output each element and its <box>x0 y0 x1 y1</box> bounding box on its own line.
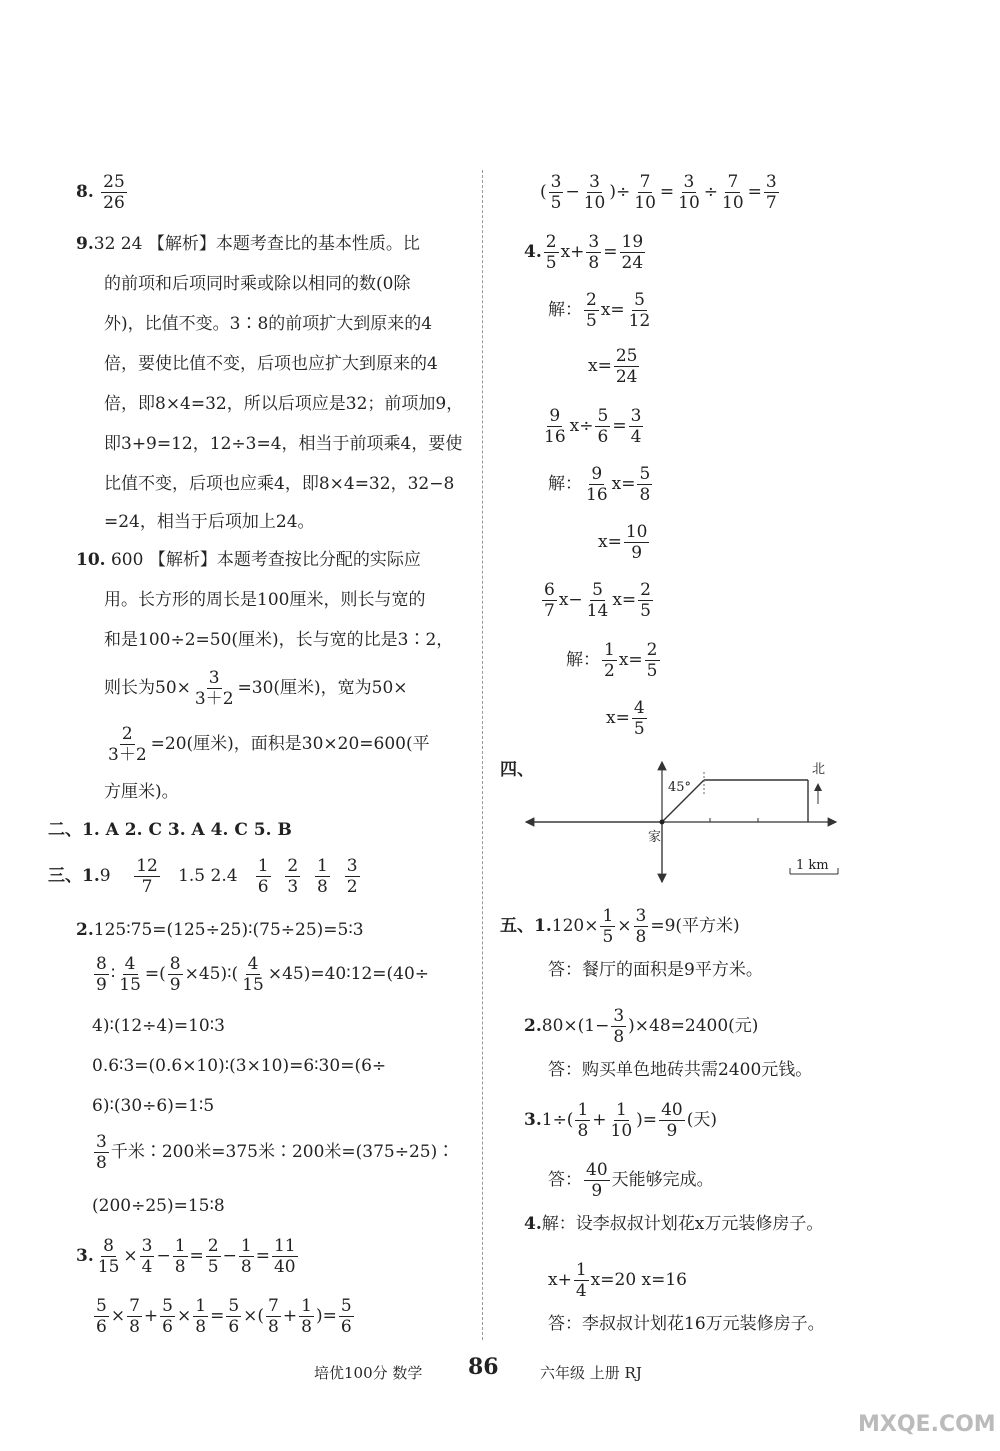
eq2: $\frac{9}{16}$ x÷ $\frac{5}{6}$ = $\frac{3}{4}$ <box>544 406 642 447</box>
eq1: 4. $\frac{2}{5}$ x+ $\frac{3}{8}$ = $\frac{19}{24}$ <box>524 232 644 273</box>
s2-line-6: $\frac{3}{8}$ 千米∶200米=375米∶200米=(375÷25)∶ <box>96 1132 455 1173</box>
fraction: $\frac{7}{10}$ <box>634 172 656 213</box>
s3-expression-1: $\frac{8}{15}$ × $\frac{3}{4}$ − $\frac{1}{8}$ = $\frac{2}{5}$ − $\frac{1}{8}$ = $\frac{11}{40}$ <box>97 1236 296 1277</box>
eq3-step2: x= $\frac{4}{5}$ <box>606 698 645 739</box>
q8-label: 8. <box>76 182 94 202</box>
q10-line-6: 方厘米)。 <box>104 782 179 802</box>
q9-line-2: 的前项和后项同时乘或除以相同的数(0除 <box>104 274 411 294</box>
home-point <box>660 820 665 825</box>
fraction: $\frac{5}{6}$ <box>228 1296 240 1337</box>
q9-line-4: 倍，要使比值不变，后项也应扩大到原来的4 <box>104 354 438 374</box>
section-4-label: 四、 <box>500 760 534 780</box>
fraction: $\frac{5}{6}$ <box>96 1296 107 1337</box>
fraction: $\frac{2}{5}$ <box>646 640 658 681</box>
fraction: $\frac{3}{10}$ <box>678 172 700 213</box>
q9-line-8: =24，相当于后项加上24。 <box>104 512 315 532</box>
eq2-step2: x= $\frac{10}{9}$ <box>598 522 648 563</box>
eq3-step1: 解： $\frac{1}{2}$ x= $\frac{2}{5}$ <box>566 640 658 681</box>
fraction: $\frac{1}{2}$ <box>604 640 615 681</box>
fraction: $\frac{8}{15}$ <box>97 1236 120 1277</box>
fraction: $\frac{2}{5}$ <box>207 1236 219 1277</box>
q9-line-1: 9.32 24 【解析】本题考查比的基本性质。比 <box>76 234 420 254</box>
fraction: $\frac{6}{7}$ <box>544 580 555 621</box>
a4-line-2: x+ $\frac{1}{4}$ x=20 x=16 <box>548 1260 688 1301</box>
s3-expression-2: $\frac{5}{6}$ × $\frac{7}{8}$ + $\frac{5}{6}$ × $\frac{1}{8}$ = $\frac{5}{6}$ ×( $\frac{7}{8}$ + $\frac{1}{8}$ )= $\frac{5}{6}$ <box>96 1296 352 1337</box>
section-2-answers: 二、1. A 2. C 3. A 4. C 5. B <box>48 820 292 840</box>
fraction: $\frac{2}{5}$ <box>545 232 557 273</box>
q9-line-6: 即3+9=12，12÷3=4，相当于前项乘4，要使 <box>104 434 463 454</box>
a2-line: 2.80×(1− $\frac{3}{8}$ )×48=2400(元) <box>524 1006 759 1047</box>
s2-line-5: 6)∶(30÷6)=1∶5 <box>92 1096 215 1116</box>
fraction: $\frac{1}{8}$ <box>195 1296 207 1337</box>
fraction: $\frac{3}{4}$ <box>630 406 642 447</box>
section-3-q1: 三、1.9 $\frac{12}{7}$ 1.5 2.4 $\frac{1}{6}$ $\frac{2}{3}$ $\frac{1}{8}$ $\frac{3}{2}$ <box>48 856 358 897</box>
fraction: $\frac{19}{24}$ <box>621 232 644 273</box>
fraction: $\frac{5}{12}$ <box>628 290 651 331</box>
q10-line-4: 则长为50× $\frac{3}{3+2}$ =30(厘米)，宽为50× <box>104 668 408 709</box>
fraction: $\frac{10}{9}$ <box>625 522 648 563</box>
r-line-1 <box>540 172 781 213</box>
r1-expression: ( $\frac{3}{5}$ − $\frac{3}{10}$ )÷ $\frac{7}{10}$ = $\frac{3}{10}$ ÷ $\frac{7}{10}$ = $\frac{3}{7}$ <box>540 172 777 213</box>
fraction: $\frac{5}{6}$ <box>597 406 609 447</box>
fraction: $\frac{7}{8}$ <box>268 1296 279 1337</box>
s2-line-3: 4)∶(12÷4)=10∶3 <box>92 1016 225 1036</box>
fraction: $\frac{5}{6}$ <box>162 1296 173 1337</box>
eq1-step1: 解： $\frac{2}{5}$ x= $\frac{5}{12}$ <box>548 290 651 331</box>
q8 <box>76 172 129 213</box>
s3-line-1: 3. $\frac{8}{15}$ × $\frac{3}{4}$ − $\frac{1}{8}$ = $\frac{2}{5}$ − $\frac{1}{8}$ = $\frac{11}{40}$ <box>76 1236 300 1277</box>
fraction: $\frac{2}{5}$ <box>586 290 597 331</box>
fraction: $\frac{9}{16}$ <box>586 464 608 505</box>
fraction: $\frac{1}{8}$ <box>301 1296 312 1337</box>
a3-line: 3.1÷( $\frac{1}{8}$ + $\frac{1}{10}$ )= $\frac{40}{9}$ (天) <box>524 1100 717 1141</box>
fraction: $\frac{7}{8}$ <box>129 1296 140 1337</box>
q10-line-1: 10. 600 【解析】本题考查按比分配的实际应 <box>76 550 421 570</box>
q9-line-5: 倍，即8×4=32，所以后项应是32；前项加9， <box>104 394 464 414</box>
q9-line-7: 比值不变，后项也应乘4，即8×4=32，32−8 <box>104 474 455 494</box>
q10-label: 10. <box>76 550 106 570</box>
fraction: $\frac{3}{5}$ <box>550 172 562 213</box>
a1-line: 五、1.120× $\frac{1}{5}$ × $\frac{3}{8}$ =9(平方米) <box>500 906 740 947</box>
footer-right: 六年级 上册 RJ <box>540 1364 642 1382</box>
footer-left: 培优100分 数学 <box>314 1364 423 1382</box>
s2-line-2: $\frac{8}{9}$ ∶ $\frac{4}{15}$ =( $\frac{8}{9}$ ×45)∶( $\frac{4}{15}$ ×45)=40∶12=(40÷ <box>96 954 430 995</box>
map-north-label: 北 <box>812 762 826 777</box>
map-home-label: 家 <box>648 830 662 845</box>
a4-answer: 答：李叔叔计划花16万元装修房子。 <box>548 1314 825 1334</box>
map-scale-label: 1 km <box>796 858 829 873</box>
fraction: $\frac{5}{6}$ <box>340 1296 352 1337</box>
s3-line-2 <box>92 1296 356 1337</box>
eq3: $\frac{6}{7}$ x− $\frac{5}{14}$ x= $\frac{2}{5}$ <box>544 580 651 621</box>
q10-line-3: 和是100÷2=50(厘米)，长与宽的比是3∶2， <box>104 630 454 650</box>
fraction: $\frac{3}{8}$ <box>588 232 600 273</box>
fraction: $\frac{1}{8}$ <box>174 1236 186 1277</box>
eq2-step1: 解： $\frac{9}{16}$ x= $\frac{5}{8}$ <box>548 464 651 505</box>
page-number: 86 <box>468 1354 499 1380</box>
fraction: $\frac{4}{5}$ <box>633 698 645 739</box>
eq1-step2: x= $\frac{25}{24}$ <box>588 346 638 387</box>
fraction: $\frac{9}{16}$ <box>544 406 566 447</box>
a4-line-1: 4.解：设李叔叔计划花x万元装修房子。 <box>524 1214 824 1234</box>
a1-answer: 答：餐厅的面积是9平方米。 <box>548 960 763 980</box>
s2-line-1: 2.125∶75=(125÷25)∶(75÷25)=5∶3 <box>76 920 364 940</box>
q9-line-3: 外)，比值不变。3∶8的前项扩大到原来的4 <box>104 314 433 334</box>
s2-line-7: (200÷25)=15∶8 <box>92 1196 225 1216</box>
watermark-logo: MXQE.COM <box>858 1412 996 1437</box>
fraction: $\frac{3}{10}$ <box>583 172 606 213</box>
fraction: $\frac{5}{14}$ <box>586 580 609 621</box>
fraction: $\frac{1}{8}$ <box>240 1236 252 1277</box>
map-angle-label: 45° <box>668 780 692 795</box>
q10-line-2: 用。长方形的周长是100厘米，则长与宽的 <box>104 590 426 610</box>
fraction: $\frac{7}{10}$ <box>722 172 744 213</box>
q8-fraction: $\frac{25}{26}$ <box>103 172 125 213</box>
fraction: $\frac{3}{7}$ <box>765 172 777 213</box>
q9-label: 9. <box>76 234 94 254</box>
fraction: $\frac{11}{40}$ <box>273 1236 296 1277</box>
fraction: $\frac{5}{8}$ <box>639 464 651 505</box>
s2-line-4: 0.6∶3=(0.6×10)∶(3×10)=6∶30=(6÷ <box>92 1056 387 1076</box>
fraction: $\frac{25}{24}$ <box>615 346 638 387</box>
q10-line-5: $\frac{2}{3+2}$ =20(厘米)，面积是30×20=600(平 <box>108 724 430 765</box>
fraction: $\frac{2}{5}$ <box>640 580 651 621</box>
column-divider <box>482 170 483 1340</box>
a2-answer: 答：购买单色地砖共需2400元钱。 <box>548 1060 813 1080</box>
fraction: $\frac{3}{4}$ <box>141 1236 153 1277</box>
a3-answer: 答： $\frac{40}{9}$ 天能够完成。 <box>548 1160 714 1201</box>
